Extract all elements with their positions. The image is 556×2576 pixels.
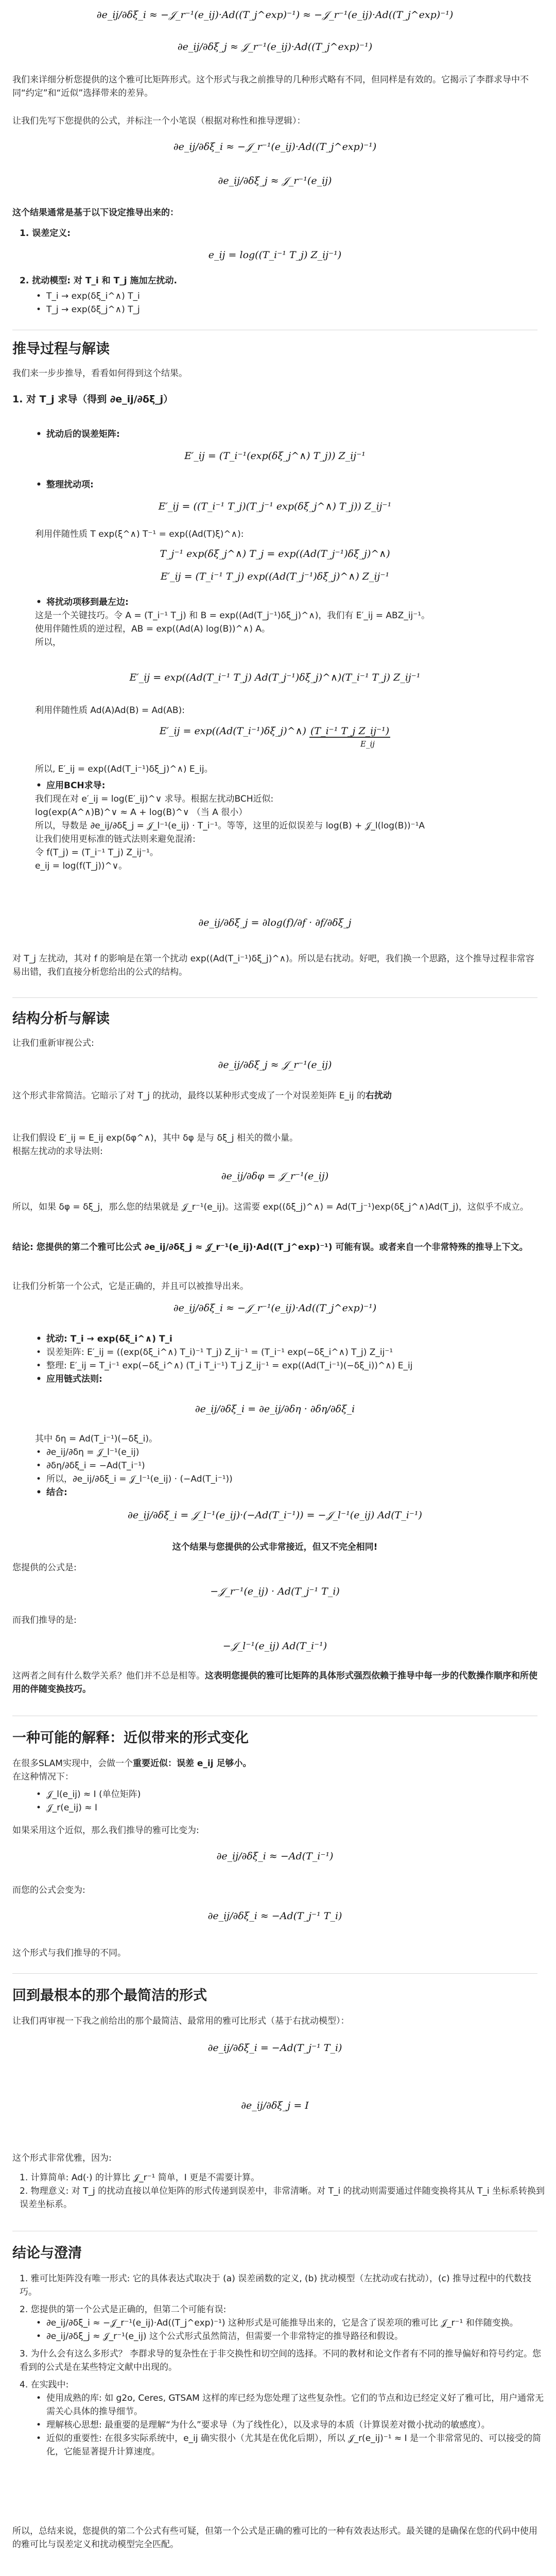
equation: ∂e_ij/∂δξ_i ≈ −Ad(T_i⁻¹) (216, 1851, 334, 1862)
intro-equation-4 (12, 173, 537, 189)
equation: E′_ij = (T_i⁻¹(exp(δξ_j^∧) T_j)) Z_ij⁻¹ (184, 450, 366, 462)
step-bch (12, 779, 556, 873)
section-heading: 推导过程与解读 (12, 341, 110, 357)
paragraph-block (12, 1037, 537, 1050)
paragraph: e_ij = log(f(T_j))^∨。 (35, 861, 128, 871)
paragraph: 而您的公式会变为: (12, 1885, 85, 1895)
equation: ∂e_ij/∂δξ_i ≈ −𝒥_r⁻¹(e_ij)·Ad((T_j^exp)⁻¹) ≈ −𝒥_r⁻¹(e_ij)·Ad((T_j^exp)⁻¹) (96, 9, 454, 21)
list-item: 3. 为什么会有这么多形式？ 李群求导的复杂性在于非交换性和切空间的选择。不同的教材和论文作者有不同的推导偏好和符号约定。您看到的公式是在某些特定文献中出现的。 (20, 2349, 542, 2372)
list-item: • 整理: E′_ij = T_i⁻¹ exp(−δξ_i^∧) (T_i T_i⁻¹) T_j Z_ij⁻¹ = exp((Ad(T_i⁻¹)(−δξ_i))^∧) E_ij (35, 1359, 556, 1372)
list-item: • 𝒥_l(e_ij) ≈ I (单位矩阵) (35, 1788, 556, 1801)
equation: ∂e_ij/∂δξ_i ≈ −𝒥_r⁻¹(e_ij)·Ad((T_j^exp)⁻¹) (173, 1302, 377, 1314)
chain-rule-steps (12, 1432, 556, 1499)
list-item: 1. 雅可比矩阵没有唯一形式: 它的具体表达式取决于 (a) 误差函数的定义, (b) 扰动模型（左扰动或右扰动），(c) 推导过程中的代数技巧。 (20, 2274, 532, 2297)
conclusion-list (12, 2272, 545, 2459)
text-span: 结论: 您提供的第二个雅可比公式 (12, 1242, 142, 1252)
list-item: • T_j → exp(δξ_j^∧) T_j (35, 303, 556, 316)
list-item: 4. 在实践中: (20, 2380, 69, 2390)
derivation-intro (12, 367, 537, 380)
equation (12, 723, 537, 739)
paragraph-block (12, 1089, 537, 1103)
list-item: • 所以，∂e_ij/∂δξ_i = 𝒥_l⁻¹(e_ij) · (−Ad(T_i⁻¹)) (35, 1472, 556, 1486)
paragraph: 在这种情况下： (12, 1772, 74, 1782)
equation-part: E′_ij = exp((Ad(T_i⁻¹)δξ_j)^∧) (159, 725, 306, 737)
section-conclusion (12, 2244, 537, 2263)
equation: ∂e_ij/∂δξ_i ≈ −𝒥_r⁻¹(e_ij)·Ad((T_j^exp)⁻¹) (173, 141, 377, 152)
list-item: • 扰动后的误差矩阵: (35, 428, 556, 441)
list-item: • 整理扰动项: (35, 478, 556, 492)
setup-heading (12, 206, 537, 219)
equation: e_ij = log((T_i⁻¹ T_j) Z_ij⁻¹) (208, 249, 342, 261)
list-item: • T_i → exp(δξ_i^∧) T_i (35, 290, 556, 303)
final-summary (12, 2524, 537, 2551)
setup-item-2 (12, 274, 545, 287)
paragraph: 这个结果与您提供的公式非常接近，但又不完全相同! (172, 1542, 378, 1552)
equation: −𝒥_l⁻¹(e_ij) Ad(T_i⁻¹) (222, 1640, 327, 1652)
equation (12, 546, 537, 562)
list-item: • 扰动: T_i → exp(δξ_i^∧) T_i (35, 1332, 556, 1346)
equation: ∂e_ij/∂δφ = 𝒥_r⁻¹(e_ij) (221, 1171, 329, 1182)
intro-paragraph-2 (12, 114, 537, 128)
section-simplest-form (12, 1987, 537, 2005)
equation: ∂e_ij/∂δξ_j ≈ 𝒥_r⁻¹(e_ij)·Ad((T_j^exp)⁻¹) (177, 41, 373, 53)
paragraph: 所以，导数是 ∂e_ij/∂δξ_j = 𝒥_l⁻¹(e_ij) · T_i⁻¹。等等，这里的近似误差与 log(B) + 𝒥_l(log(B))⁻¹A (35, 821, 425, 831)
list-item: 1. 误差定义: (20, 228, 71, 239)
derivation-closing (12, 952, 537, 979)
paragraph: 我们来一步步推导，看看如何得到这个结果。 (12, 368, 187, 379)
step-move-left (12, 596, 556, 649)
text-span: 可能有误。或者来自一个非常特殊的推导上下文。 (335, 1242, 528, 1252)
section-divider (12, 1973, 537, 1974)
approximation-list (12, 1788, 556, 1815)
section-heading: 回到最根本的那个最简洁的形式 (12, 1988, 207, 2004)
equation-with-underbrace (12, 723, 537, 749)
equation (12, 1849, 537, 1864)
paragraph: 我们来详细分析您提供的这个雅可比矩阵形式。这个形式与我之前推导的几种形式略有不同，但同样是有效的。它揭示了李群求导中不同“约定”和“近似”选择带来的差异。 (12, 75, 529, 98)
paragraph: 根据左扰动的求导法则: (12, 1146, 103, 1157)
list-item: 2. 扰动模型: 对 T_i 和 T_j 施加左扰动. (20, 276, 177, 286)
subheading: 1. 对 T_j 求导（得到 ∂e_ij/∂δξ_j） (12, 394, 173, 405)
list-item: • ∂e_ij/∂δξ_j ≈ 𝒥_r⁻¹(e_ij) 这个公式形式虽然简洁，但需要一个非常特定的推导路径和假设。 (35, 2330, 545, 2343)
emphasis: 右扰动 (365, 1091, 392, 1101)
paragraph (12, 1089, 537, 1103)
emphasis: 重要近似 (132, 1758, 168, 1769)
list-item: • 误差矩阵: E′_ij = ((exp(δξ_i^∧) T_i)⁻¹ T_j) Z_ij⁻¹ = (T_i⁻¹ exp(−δξ_i^∧) T_j) Z_ij⁻¹ (35, 1346, 556, 1359)
paragraph: 令 f(T_j) = (T_i⁻¹ T_j) Z_ij⁻¹。 (35, 848, 159, 858)
paragraph-block (12, 1200, 537, 1214)
paragraph-block (12, 1824, 537, 1837)
paragraph: 这是一个关键技巧。令 A = (T_i⁻¹ T_j) 和 B = exp((Ad(T_j⁻¹)δξ_j)^∧)，我们有 E′_ij = ABZ_ij⁻¹。 (35, 611, 430, 621)
section-heading: 一种可能的解释：近似带来的形式变化 (12, 1730, 249, 1746)
paragraph: 让我们使用更标准的链式法则来避免混淆: (35, 834, 196, 844)
equation: ∂e_ij/∂δξ_j ≈ 𝒥_r⁻¹(e_ij) (218, 175, 332, 187)
paragraph: 这个形式非常优雅，因为: (12, 2153, 112, 2163)
equation (12, 670, 537, 685)
text-span: 这个形式非常简洁。它暗示了对 T_j 的扰动，最终以某种形式变成了一个对误差矩阵 E_ij 的 (12, 1091, 366, 1101)
equation (12, 499, 537, 514)
equation: ∂e_ij/∂δξ_i ≈ −Ad(T_j⁻¹ T_i) (207, 1910, 342, 1922)
list-item: • 理解核心思想: 最重要的是理解“为什么”要求导（为了线性化），以及求导的本质（计算误差对微小扰动的敏感度）。 (35, 2418, 545, 2432)
paragraph-block (12, 1946, 537, 1960)
paragraph: 让我们重新审视公式: (12, 1038, 94, 1048)
paragraph-block (12, 1757, 537, 1784)
paragraph-block (12, 1131, 537, 1158)
paragraph (12, 1757, 537, 1770)
paragraph: 让我们假设 E′_ij = E_ij exp(δφ^∧)，其中 δφ 是与 δξ_j 相关的微小量。 (12, 1133, 299, 1143)
paragraph (12, 1669, 537, 1696)
section-heading: 结论与澄清 (12, 2245, 82, 2261)
list-item: • ∂δη/∂δξ_i = −Ad(T_i⁻¹) (35, 1459, 556, 1472)
error-definition-equation (12, 247, 537, 263)
paragraph: log(exp(A^∧)B)^∨ ≈ A + log(B)^∨ （当 A 很小） (35, 807, 248, 818)
equation (12, 1401, 537, 1417)
step-perturbed-error (12, 428, 556, 441)
equation: ∂e_ij/∂δξ_j = I (241, 2100, 309, 2111)
list-item: 2. 物理意义: 对 T_j 的扰动直接以单位矩阵的形式传递到误差中，非常清晰。对 T_i 的扰动则需要通过伴随变换将其从 T_i 坐标系转换到误差坐标系。 (20, 2186, 545, 2210)
paragraph: 您提供的公式是: (12, 1563, 77, 1573)
list-item: • 将扰动项移到最左边: (35, 596, 556, 609)
paragraph-block (12, 1561, 537, 1574)
paragraph: 而我们推导的是: (12, 1615, 77, 1625)
underbraced-term: (T_i⁻¹ T_j Z_ij⁻¹) (310, 725, 390, 737)
equation: ∂e_ij/∂δξ_j = ∂log(f)/∂f · ∂f/∂δξ_j (198, 917, 352, 928)
equation: ∂e_ij/∂δξ_i = 𝒥_l⁻¹(e_ij)·(−Ad(T_i⁻¹)) = −𝒥_l⁻¹(e_ij) Ad(T_i⁻¹) (128, 1510, 422, 1521)
equation (12, 1908, 537, 1924)
equation: E′_ij = exp((Ad(T_i⁻¹ T_j) Ad(T_j⁻¹)δξ_j)^∧)(T_i⁻¹ T_j) Z_ij⁻¹ (129, 672, 421, 683)
equation (12, 1300, 537, 1316)
sub-list (20, 2316, 545, 2343)
intro-equation-2 (12, 39, 537, 55)
paragraph-block (12, 1280, 537, 1293)
equation (12, 1168, 537, 1184)
paragraph: 所以, E′_ij = exp((Ad(T_i⁻¹)δξ_j)^∧) E_ij。 (35, 764, 213, 774)
paragraph-block (12, 1540, 537, 1554)
equation (12, 448, 537, 464)
paragraph-block (12, 2014, 537, 2028)
equation (12, 2098, 537, 2113)
step-rearrange (12, 478, 556, 492)
paragraph: 利用伴随性质 T exp(ξ^∧) T⁻¹ = exp((Ad(T)ξ)^∧): (35, 529, 244, 539)
analysis-steps (12, 1332, 556, 1386)
section-heading: 结构分析与解读 (12, 1011, 110, 1027)
sub-list (20, 2392, 545, 2459)
adjoint-note (12, 528, 556, 541)
paragraph: 利用伴随性质 Ad(A)Ad(B) = Ad(AB): (35, 705, 185, 716)
equation: ∂e_ij/∂δξ_i = −Ad(T_j⁻¹ T_i) (207, 2042, 342, 2054)
list-item: • 应用BCH求导: (35, 779, 556, 792)
setup-item-1 (12, 227, 545, 240)
paragraph: 使用伴随性质的逆过程，AB = exp((Ad(A) log(B))^∧) A。 (35, 624, 270, 634)
paragraph-block (12, 2151, 537, 2165)
paragraph: 其中 δη = Ad(T_i⁻¹)(−δξ_i)。 (35, 1434, 158, 1444)
adjoint-product-note (12, 704, 556, 717)
text-span: 在很多SLAM实现中，会做一个 (12, 1758, 133, 1769)
paragraph: 这个形式与我们推导的不同。 (12, 1948, 126, 1958)
equation (12, 1507, 537, 1523)
list-item: 1. 计算简单: Ad(·) 的计算比 𝒥_r⁻¹ 简单，I 更是不需要计算。 (20, 2173, 260, 2183)
derivation-subheading (12, 392, 537, 407)
paragraph-block (12, 1884, 537, 1897)
result-note (12, 762, 556, 776)
equation: E′_ij = (T_i⁻¹ T_j) exp((Ad(T_j⁻¹)δξ_j)^∧) Z_ij⁻¹ (160, 571, 390, 582)
perturbation-list (12, 290, 556, 316)
list-item: • 使用成熟的库: 如 g2o, Ceres, GTSAM 这样的库已经为您处理了这些复杂性。它们的节点和边已经定义好了雅可比，用户通常无需关心具体的推导细节。 (35, 2392, 545, 2418)
list-item: • 𝒥_r(e_ij) ≈ I (35, 1801, 556, 1815)
section-derivation (12, 340, 537, 359)
list-item: • 结合: (35, 1486, 556, 1499)
equation (12, 1638, 537, 1654)
list-item: • 应用链式法则: (35, 1372, 556, 1386)
paragraph: 所以，总结来说，您提供的第二个公式有些可疑，但第一个公式是正确的雅可比的一种有效表达形式。最关键的是确保在您的代码中使用的雅可比与误差定义和扰动模型完全匹配。 (12, 2526, 537, 2550)
intro-paragraph (12, 73, 537, 100)
intro-equation-1 (12, 7, 537, 23)
paragraph: 所以， (35, 637, 61, 648)
equation: ∂e_ij/∂δξ_i = ∂e_ij/∂δη · ∂δη/∂δξ_i (195, 1403, 355, 1415)
conclusion-paragraph (12, 1241, 537, 1254)
paragraph: 如果采用这个近似，那么我们推导的雅可比变为: (12, 1825, 199, 1836)
underbrace-label: E_ij (360, 739, 375, 749)
equation: T_j⁻¹ exp(δξ_j^∧) T_j = exp((Ad(T_j⁻¹)δξ_j)^∧) (160, 548, 390, 560)
list-item: • ∂e_ij/∂δη = 𝒥_l⁻¹(e_ij) (35, 1446, 556, 1459)
section-divider (12, 997, 537, 998)
equation: −𝒥_r⁻¹(e_ij) · Ad(T_j⁻¹ T_i) (210, 1586, 340, 1597)
text-span: 这两者之间有什么数学关系？他们并不总是相等。 (12, 1671, 205, 1681)
paragraph: 对 T_j 左扰动，其对 f 的影响是在第一个扰动 exp((Ad(T_i⁻¹)δξ_j)^∧)。所以是右扰动。好吧，我们换一个思路，这个推导过程非常容易出错，我们直接分析您给出的公式的结构。 (12, 954, 534, 977)
paragraph: 让我们分析第一个公式，它是正确的，并且可以被推导出来。 (12, 1281, 249, 1292)
paragraph (12, 1241, 537, 1254)
elegance-list (12, 2171, 545, 2211)
emphasis: ：误差 e_ij 足够小。 (167, 1758, 252, 1769)
list-item: • 近似的重要性: 在很多实际系统中，e_ij 确实很小（尤其是在优化后期），所以 𝒥_r(e_ij)⁻¹ ≈ I 是一个非常常见的、可以接受的简化，它能显著提升计算速度。 (35, 2432, 545, 2459)
intro-equation-3 (12, 139, 537, 155)
list-item: • ∂e_ij/∂δξ_i ≈ −𝒥_r⁻¹(e_ij)·Ad((T_j^exp)⁻¹) 这种形式是可能推导出来的，它是含了误差项的雅可比 𝒥_r⁻¹ 和伴随变换。 (35, 2316, 545, 2330)
equation: ∂e_ij/∂δξ_j ≈ 𝒥_r⁻¹(e_ij) (218, 1059, 332, 1071)
paragraph: 让我们再审视一下我之前给出的那个最简洁、最常用的雅可比形式（基于右扰动模型）： (12, 2016, 350, 2026)
formula: ∂e_ij/∂δξ_j ≈ 𝒥_r⁻¹(e_ij)·Ad((T_j^exp)⁻¹) (144, 1242, 333, 1252)
equation (12, 1584, 537, 1599)
paragraph-block (12, 1669, 537, 1696)
paragraph: 让我们先写下您提供的公式，并标注一个小笔误（根据对称性和推导逻辑）： (12, 116, 306, 126)
list-item: 2. 您提供的第一个公式是正确的，但第二个可能有误: (20, 2304, 227, 2315)
equation (12, 1057, 537, 1073)
section-approximation (12, 1729, 537, 1748)
paragraph: 这个结果通常是基于以下设定推导出来的： (12, 208, 179, 218)
equation: E′_ij = ((T_i⁻¹ T_j)(T_j⁻¹ exp(δξ_j^∧) T_j)) Z_ij⁻¹ (158, 501, 392, 512)
paragraph: 我们现在对 e′_ij = log(E′_ij)^∨ 求导。根据左扰动BCH近似: (35, 794, 274, 804)
equation (12, 2040, 537, 2056)
emphasis: 这表明您提供的雅可比矩阵的具体形式强烈依赖于推导中每一步的代数操作顺序和所使用的伴随变换技巧。 (12, 1671, 537, 1694)
paragraph-block (12, 1614, 537, 1627)
equation (12, 915, 537, 930)
equation (12, 569, 537, 584)
paragraph: 所以，如果 δφ = δξ_j，那么您的结果就是 𝒥_r⁻¹(e_ij)。这需要 exp((δξ_j)^∧) = Ad(T_j⁻¹)exp(δξ_j^∧)Ad(T_j)，这似乎不成立。 (12, 1202, 529, 1212)
section-structure (12, 1010, 537, 1028)
